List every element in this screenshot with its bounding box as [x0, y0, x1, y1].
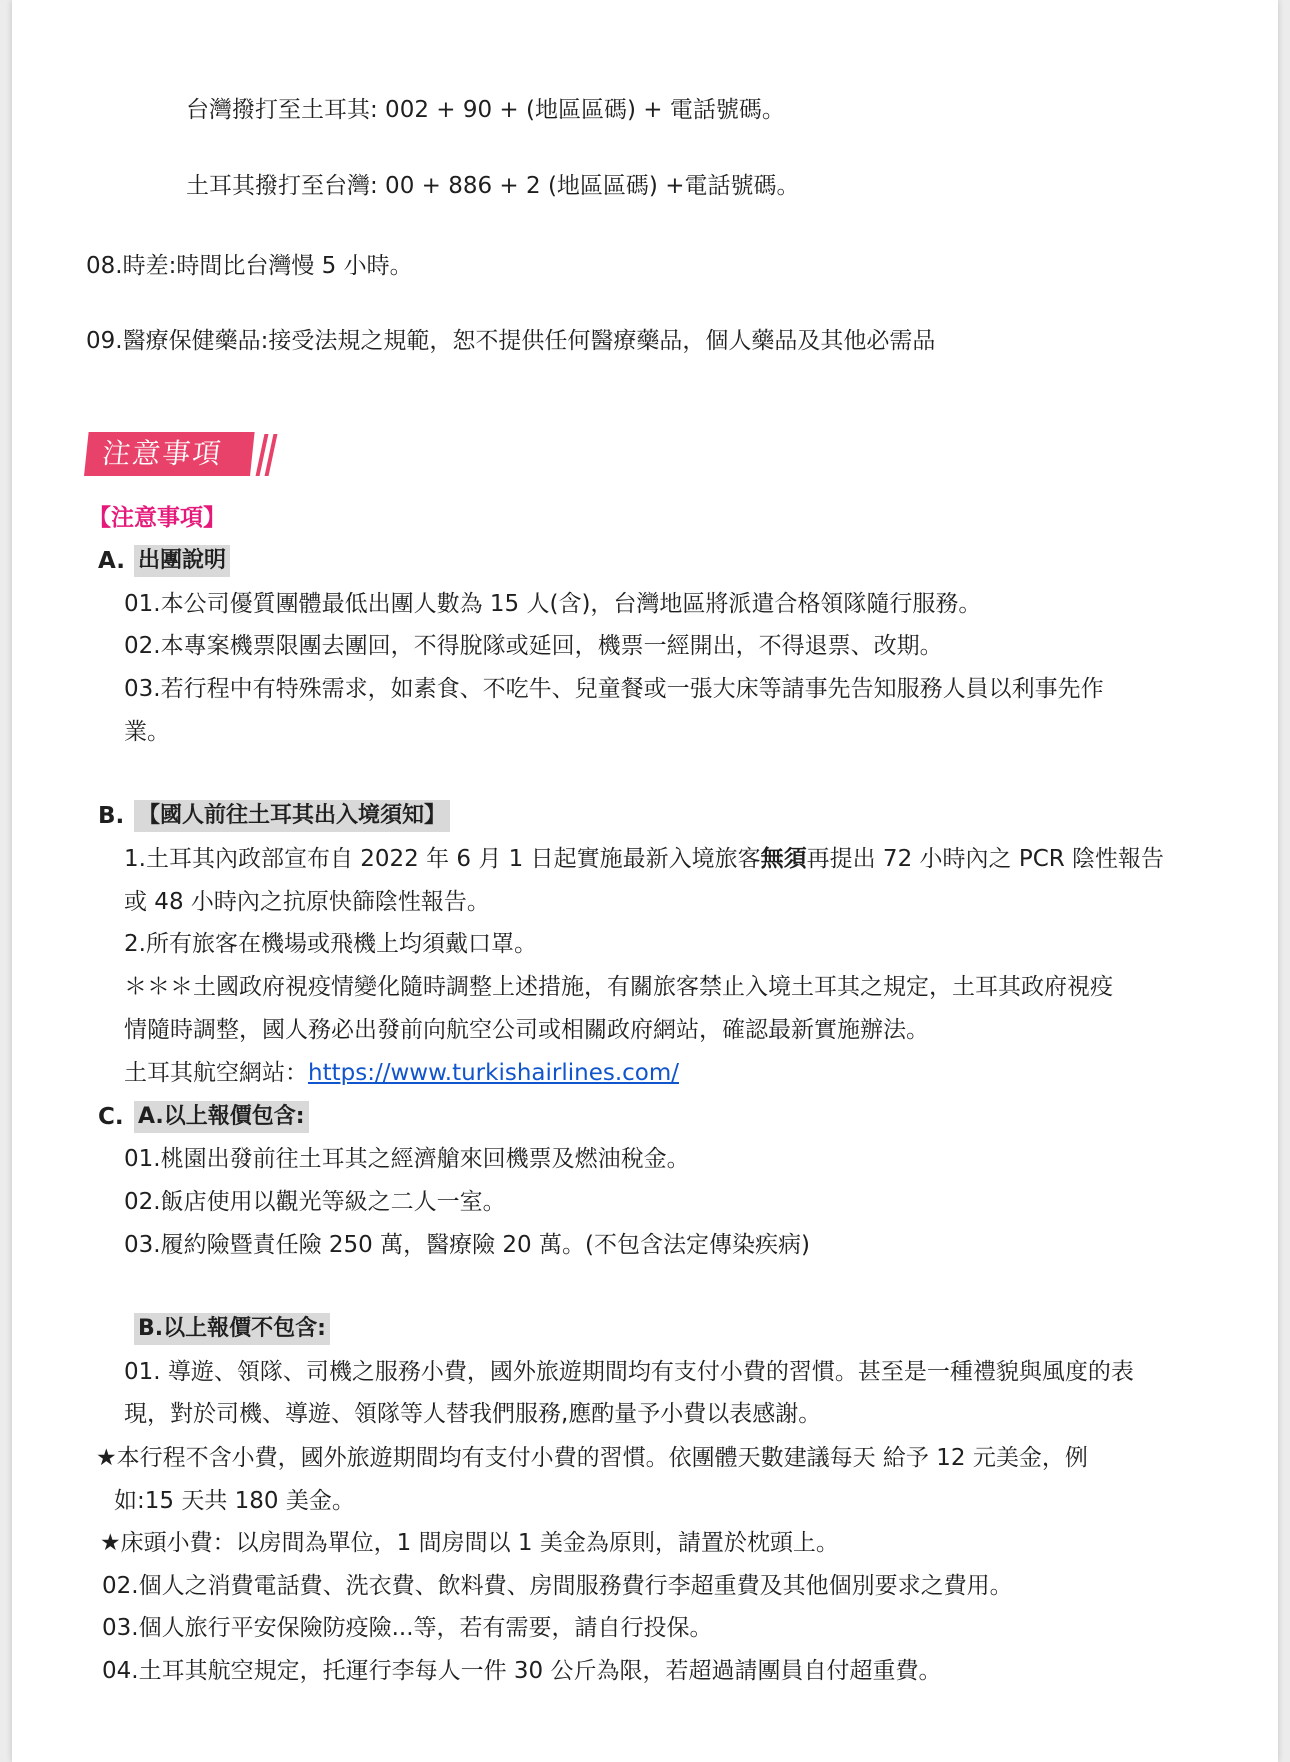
section-b-letter: B.	[98, 803, 125, 829]
section-c-letter: C.	[98, 1104, 124, 1130]
item-medical: 09.醫療保健藥品:接受法規之規範，恕不提供任何醫療藥品，個人藥品及其他必需品	[86, 328, 936, 354]
tip-note-cont: 如:15 天共 180 美金。	[114, 1488, 355, 1514]
list-item: 01.桃園出發前往土耳其之經濟艙來回機票及燃油稅金。	[124, 1146, 690, 1172]
entry-rule-1-cont: 或 48 小時內之抗原快篩陰性報告。	[124, 889, 490, 915]
list-item: 03.個人旅行平安保險防疫險...等，若有需要，請自行投保。	[102, 1615, 713, 1641]
notice-title: 【注意事項】	[88, 505, 226, 531]
airline-site-link[interactable]: https://www.turkishairlines.com/	[308, 1060, 680, 1086]
list-item: 現，對於司機、導遊、領隊等人替我們服務,應酌量予小費以表感謝。	[124, 1401, 822, 1427]
section-banner	[84, 432, 264, 476]
entry-note-cont: 情隨時調整，國人務必出發前向航空公司或相關政府網站，確認最新實施辦法。	[124, 1017, 929, 1043]
airline-site: 土耳其航空網站：https://www.turkishairlines.com/	[124, 1060, 680, 1086]
list-item: 01. 導遊、領隊、司機之服務小費，國外旅遊期間均有支付小費的習慣。甚至是一種禮貌與風度的表	[124, 1359, 1134, 1385]
list-item: 04.土耳其航空規定，托運行李每人一件 30 公斤為限，若超過請團員自付超重費。	[102, 1658, 942, 1684]
list-item: 02.個人之消費電話費、洗衣費、飲料費、房間服務費行李超重費及其他個別要求之費用。	[102, 1573, 1013, 1599]
list-item: 02.本專案機票限團去團回，不得脫隊或延回，機票一經開出，不得退票、改期。	[124, 633, 943, 659]
pillow-tip-note: ★床頭小費：以房間為單位，1 間房間以 1 美金為原則，請置於枕頭上。	[100, 1530, 839, 1556]
list-item: 03.若行程中有特殊需求，如素食、不吃牛、兒童餐或一張大床等請事先告知服務人員以利事先作	[124, 676, 1104, 702]
excluded-heading: B.以上報價不包含:	[134, 1313, 330, 1345]
item-time-difference: 08.時差:時間比台灣慢 5 小時。	[86, 253, 413, 279]
entry-note: ＊＊＊土國政府視疫情變化隨時調整上述措施，有關旅客禁止入境土耳其之規定，土耳其政府視疫	[124, 974, 1113, 1000]
entry-rule-2: 2.所有旅客在機場或飛機上均須戴口罩。	[124, 931, 537, 957]
document-page	[12, 0, 1278, 1762]
list-item: 01.本公司優質團體最低出團人數為 15 人(含)，台灣地區將派遣合格領隊隨行服務。	[124, 591, 982, 617]
entry-rule-1: 1.土耳其內政部宣布自 2022 年 6 月 1 日起實施最新入境旅客無須再提出 72 小時內之 PCR 陰性報告	[124, 846, 1165, 872]
dial-tw-to-tr: 台灣撥打至土耳其: 002 + 90 + (地區區碼) + 電話號碼。	[186, 97, 785, 123]
tip-note: ★本行程不含小費，國外旅遊期間均有支付小費的習慣。依團體天數建議每天 給予 12 元美金，例	[96, 1445, 1088, 1471]
section-a-letter: A.	[98, 548, 125, 574]
list-item: 業。	[124, 719, 170, 745]
list-item: 03.履約險暨責任險 250 萬，醫療險 20 萬。(不包含法定傳染疾病)	[124, 1232, 810, 1258]
list-item: 02.飯店使用以觀光等級之二人一室。	[124, 1189, 506, 1215]
included-heading: A.以上報價包含:	[134, 1101, 309, 1133]
dial-tr-to-tw: 土耳其撥打至台灣: 00 + 886 + 2 (地區區碼) +電話號碼。	[186, 173, 800, 199]
section-a-heading: 出團說明	[134, 545, 230, 577]
section-banner-label: 注意事項	[84, 432, 255, 476]
banner-slash-icon	[256, 434, 278, 476]
section-b-heading: 【國人前往土耳其出入境須知】	[134, 800, 450, 832]
